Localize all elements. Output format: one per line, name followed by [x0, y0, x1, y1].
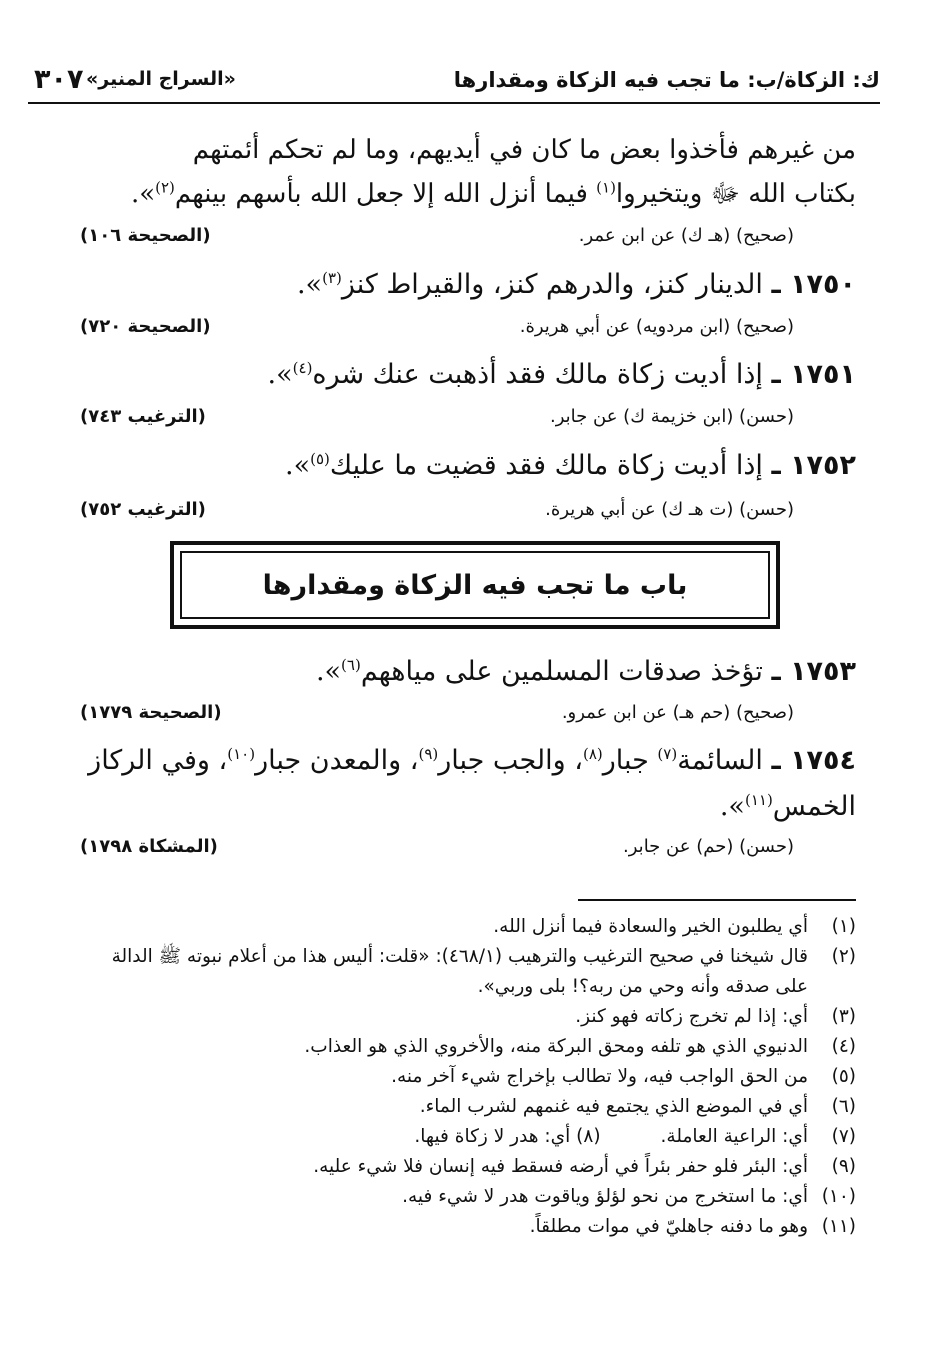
- running-header: [28, 62, 880, 104]
- footnote-7-8: (٧) أي: الراعية العاملة.(٨) أي: هدر لا زكاة فيها.: [80, 1122, 856, 1152]
- footnote-5: (٥) من الحق الواجب فيه، ولا تطالب بإخراج شيء آخر منه.: [391, 1066, 856, 1087]
- intro-paragraph: [80, 128, 856, 216]
- hadith-1750: ١٧٥٠ ـ الدينار كنز، والدرهم كنز، والقيراط كنز$^{(٣)}$».: [296, 269, 856, 300]
- chapter-title: باب ما تجب فيه الزكاة ومقدارها: [262, 569, 688, 601]
- hadith-number: ١٧٥٢ ـ: [771, 450, 856, 481]
- header-book-title: «السراج المنير»: [86, 68, 236, 90]
- footnote-10: (١٠) أي: ما استخرج من نحو لؤلؤ وياقوت هدر لا شيء فيه.: [402, 1186, 856, 1207]
- footnote-8: (٨) أي: هدر لا زكاة فيها.: [414, 1126, 601, 1147]
- footnote-ref: (٢): [155, 178, 175, 197]
- footnote-9: (٩) أي: البئر فلو حفر بئراً في أرضه فسقط فيه إنسان فلا شيء عليه.: [313, 1156, 856, 1177]
- footnote-ref: (٥): [310, 450, 330, 468]
- hadith-1754-line-2: الخمس$^{(١١)}$».: [719, 791, 856, 822]
- footnote-3: (٣) أي: إذا لم تخرج زكاته فهو كنز.: [575, 1006, 856, 1027]
- footnote-ref: (٩): [418, 745, 439, 763]
- footnote-11: (١١) وهو ما دفنه جاهليّ في موات مطلقاً.: [529, 1216, 856, 1237]
- footnote-ref: (١١): [744, 791, 773, 809]
- footnote-ref: (٦): [341, 656, 361, 674]
- source-reference: (الصحيحة ١٠٦): [80, 225, 211, 246]
- source-grade: (صحيح) (ابن مردويه) عن أبي هريرة.: [519, 316, 794, 337]
- hadith-number: ١٧٥٠ ـ: [771, 269, 856, 300]
- footnote-divider: [578, 899, 856, 901]
- source-line: [80, 406, 822, 436]
- footnote-ref: (٤): [292, 359, 313, 377]
- intro-line-2: بكتاب الله ﷻ ويتخيروا$^{(١)}$ فيما أنزل الله إلا جعل الله بأسهم بينهم$^{(٢)}$».: [130, 178, 856, 209]
- hadith-1754-line-1: ١٧٥٤ ـ السائمة$^{(٧)}$ جبار$^{(٨)}$، والجب جبار$^{(٩)}$، والمعدن جبار$^{(١٠)}$، وفي الركاز: [88, 745, 856, 776]
- source-reference: (الترغيب ٧٤٣): [80, 406, 206, 427]
- hadith-1754: [80, 738, 856, 830]
- source-reference: (الترغيب ٧٥٢): [80, 499, 206, 520]
- source-line: [80, 499, 822, 529]
- footnotes: [80, 912, 856, 1242]
- source-grade: (حسن) (ت هـ ك) عن أبي هريرة.: [545, 499, 794, 520]
- page-number: ٣٠٧: [34, 64, 84, 95]
- footnote-ref: (٨): [582, 745, 603, 763]
- source-grade: (صحيح) (حم هـ) عن ابن عمرو.: [561, 702, 794, 723]
- footnote-1: (١) أي يطلبون الخير والسعادة فيما أنزل الله.: [493, 916, 856, 937]
- source-grade: (صحيح) (هـ ك) عن ابن عمر.: [578, 225, 794, 246]
- footnote-2: (٢) قال شيخنا في صحيح الترغيب والترهيب (٤٦٨/١): «قلت: أليس هذا من أعلام نبوته ﷺ الدالة على صدقه وأنه وحي من ربه؟! بلى وربي».: [111, 946, 856, 997]
- chapter-heading-box: [170, 541, 780, 629]
- footnote-6: (٦) أي في الموضع الذي يجتمع فيه غنمهم لشرب الماء.: [419, 1096, 856, 1117]
- source-line: [80, 836, 822, 866]
- source-grade: (حسن) (ابن خزيمة ك) عن جابر.: [550, 406, 794, 427]
- footnote-ref: (٧): [657, 745, 678, 763]
- source-line: [80, 225, 822, 255]
- intro-line-1: من غيرهم فأخذوا بعض ما كان في أيديهم، وما لم تحكم أئمتهم: [192, 135, 856, 165]
- source-reference: (الصحيحة ١٧٧٩): [80, 702, 222, 723]
- hadith-number: ١٧٥٤ ـ: [771, 745, 856, 776]
- header-section-title: ك: الزكاة/ب: ما تجب فيه الزكاة ومقدارها: [453, 68, 880, 92]
- source-reference: (المشكاة ١٧٩٨): [80, 836, 218, 857]
- source-reference: (الصحيحة ٧٢٠): [80, 316, 211, 337]
- source-line: [80, 702, 822, 732]
- hadith-1753: ١٧٥٣ ـ تؤخذ صدقات المسلمين على مياههم$^{(٦)}$».: [315, 656, 856, 687]
- footnote-ref: (١): [596, 178, 616, 197]
- source-grade: (حسن) (حم) عن جابر.: [623, 836, 794, 857]
- hadith-number: ١٧٥٣ ـ: [771, 656, 856, 687]
- source-line: [80, 316, 822, 346]
- hadith-1751: ١٧٥١ ـ إذا أديت زكاة مالك فقد أذهبت عنك شره$^{(٤)}$».: [267, 359, 856, 390]
- hadith-number: ١٧٥١ ـ: [771, 359, 856, 390]
- footnote-ref: (٣): [322, 269, 342, 287]
- footnote-ref: (١٠): [227, 745, 256, 763]
- footnote-4: (٤) الدنيوي الذي هو تلفه ومحق البركة منه، والأخروي الذي هو العذاب.: [304, 1036, 856, 1057]
- hadith-1752: ١٧٥٢ ـ إذا أديت زكاة مالك فقد قضيت ما عليك$^{(٥)}$».: [285, 450, 856, 481]
